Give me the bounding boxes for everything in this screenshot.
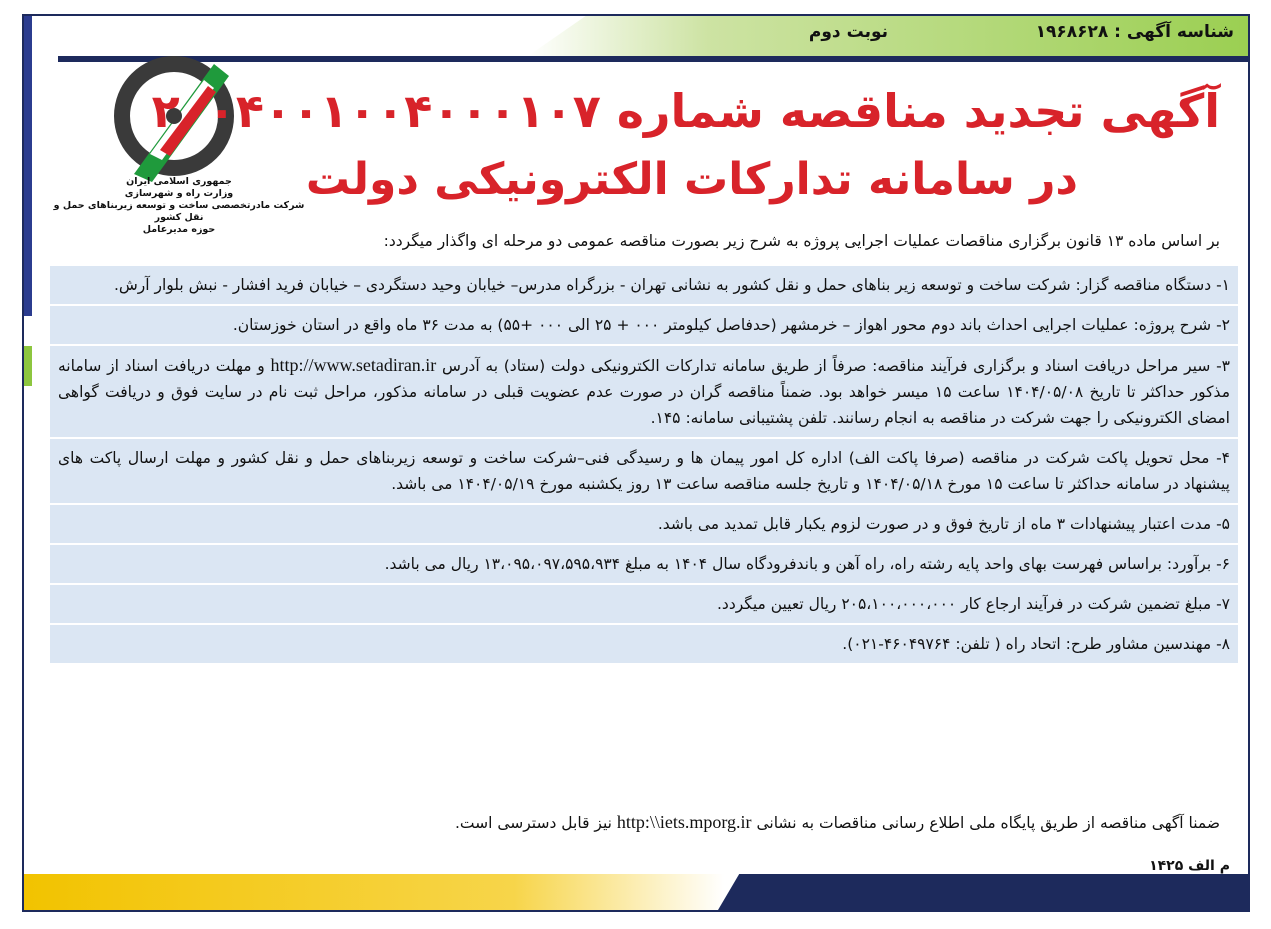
item-text: ۶- برآورد: براساس فهرست بهای واحد پایه رشته راه، راه آهن و باندفرودگاه سال ۱۴۰۴ به مبلغ ۱۳،۰۹۵،۰۹۷،۵۹۵،۹۳۴ ریال می باشد. [384,555,1230,573]
list-item [50,439,1238,505]
iets-link[interactable]: http:\\iets.mporg.ir [616,812,752,832]
setadiran-link[interactable]: http://www.setadiran.ir [270,355,437,375]
item-text: ۳- سیر مراحل دریافت اسناد و برگزاری فرآیند مناقصه: صرفاً از طریق سامانه تدارکات الکترونیکی دولت (ستاد) به آدرس [436,357,1230,375]
tender-items-list [50,266,1238,665]
list-item [50,625,1238,665]
item-text: ۷- مبلغ تضمین شرکت در فرآیند ارجاع کار ۲۰۵،۱۰۰،۰۰۰،۰۰۰ ریال تعیین میگردد. [716,595,1230,613]
item-text: ۲- شرح پروژه: عملیات اجرایی احداث باند دوم محور اهواز – خرمشهر (حدفاصل کیلومتر ۰۰۰ + ۲۵ الی ۰۰۰ +۵۵) به مدت ۳۶ ماه واقع در استان خوزستان. [232,316,1230,334]
item-text: ۸- مهندسین مشاور طرح: اتحاد راه ( تلفن: ۴۶۰۴۹۷۶۴-۰۲۱). [842,635,1230,653]
list-item [50,266,1238,306]
list-item [50,505,1238,545]
page-title: آگهی تجدید مناقصه شماره ۲۰۰۴۰۰۱۰۰۴۰۰۰۱۰۷ [151,84,1220,138]
left-accent-bar [24,16,32,316]
reference-code: م الف ۱۴۲۵ [1149,858,1230,874]
logo-caption-line: وزارت راه و شهرسازی [124,188,234,199]
footer-text: ضمنا آگهی مناقصه از طریق پایگاه ملی اطلاع رسانی مناقصات به نشانی [751,814,1220,832]
page-subtitle: در سامانه تدارکات الکترونیکی دولت [305,154,1078,205]
advertisement-frame [22,14,1250,912]
logo-caption [44,176,314,236]
intro-text: بر اساس ماده ۱۳ قانون برگزاری مناقصات عملیات اجرایی پروژه به شرح زیر بصورت مناقصه عمومی دو مرحله ای واگذار میگردد: [383,232,1220,250]
list-item [50,585,1238,625]
footer-note [70,812,1220,833]
item-text: و مهلت دریافت اسناد از سامانه مذکور حداکثر تا تاریخ ۱۴۰۴/۰۵/۰۸ ساعت ۱۵ میسر خواهد بود. ضمناً مناقصه گران در صورت عدم عضویت قبلی در سامانه مذکور، مراحل ثبت نام در سایت فوق و دریافت گواهی امضای الکترونیکی را جهت شرکت در مناقصه به انجام رسانند. تلفن پشتیبانی سامانه: ۱۴۵. [58,357,1230,427]
footer-text: نیز قابل دسترسی است. [454,814,617,832]
footer-yellow-band [24,874,724,910]
item-text: ۱- دستگاه مناقصه گزار: شرکت ساخت و توسعه زیر بناهای حمل و نقل کشور به نشانی تهران - بزرگراه مدرس– خیابان وحید دستگردی – خیابان فرید افشار - نبش بلوار آرش. [113,276,1230,294]
item-text: ۴- محل تحویل پاکت شرکت در مناقصه (صرفا پاکت الف) اداره کل امور پیمان ها و رسیدگی فنی–شرکت ساخت و توسعه زیربناهای حمل و نقل کشور و مهلت ارسال پاکت های پیشنهاد در سامانه حداکثر تا ساعت ۱۵ مورخ ۱۴۰۴/۰۵/۱۸ و تاریخ جلسه مناقصه ساعت ۱۳ روز یکشنبه مورخ ۱۴۰۴/۰۵/۱۹ می باشد. [58,449,1230,493]
left-accent-bar-green [24,346,32,386]
item-text: ۵- مدت اعتبار پیشنهادات ۳ ماه از تاریخ فوق و در صورت لزوم یکبار قابل تمدید می باشد. [657,515,1230,533]
round-label: نوبت دوم [808,22,888,42]
logo-caption-line: شرکت مادرتخصصی ساخت و توسعه زیربناهای حمل و نقل کشور [53,200,305,223]
footer-navy-band [718,874,1248,910]
logo-caption-line: حوزه مدیرعامل [142,224,216,235]
logo-caption-line: جمهوری اسلامی ایران [126,176,232,187]
list-item [50,346,1238,439]
list-item [50,306,1238,346]
list-item [50,545,1238,585]
ad-id: شناسه آگهی : ۱۹۶۸۶۲۸ [1035,22,1234,42]
